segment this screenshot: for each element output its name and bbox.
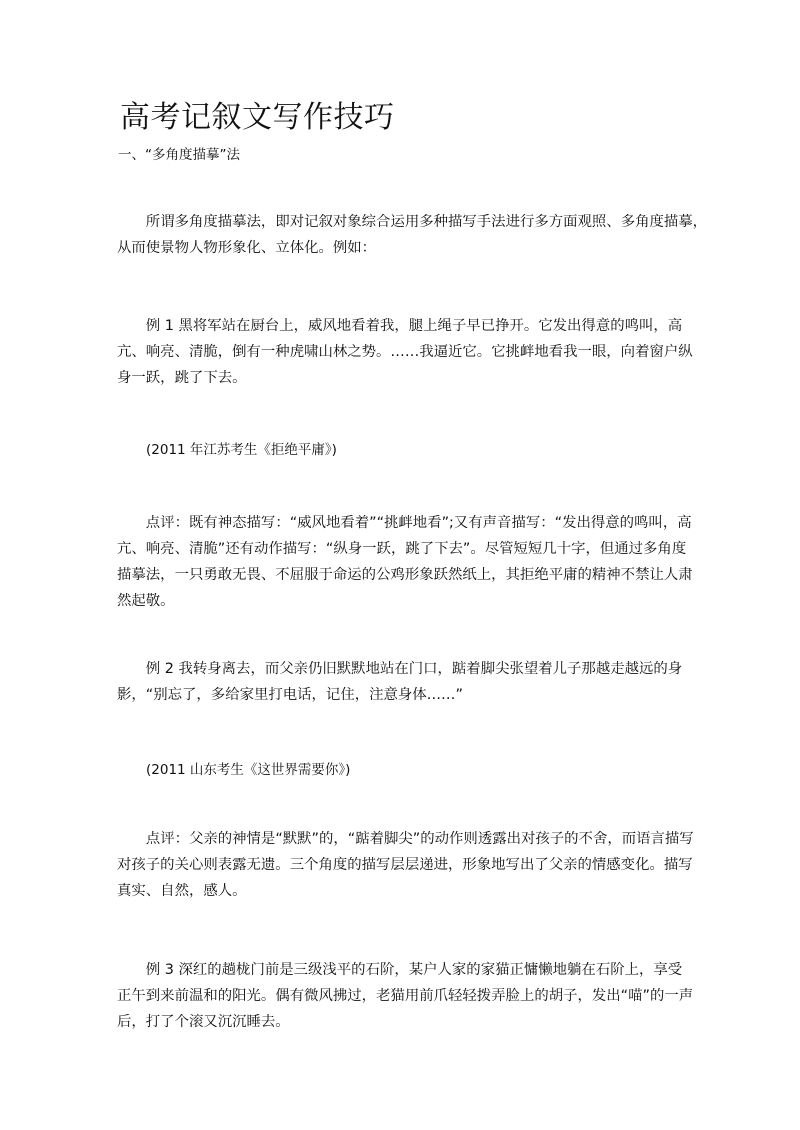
example-3-paragraph <box>117 957 694 1035</box>
section-heading: 一、“多角度描摹”法 <box>118 147 240 163</box>
comment-2-line-1: 点评：父亲的神情是“默默”的，“踮着脚尖”的动作则透露出对孩子的不舍，而语言描写 <box>145 831 694 847</box>
example-1-line-3: 身一跃，跳了下去。 <box>117 370 247 386</box>
comment-1-line-2: 亢、响亮、清脆”还有动作描写：“纵身一跃，跳了下去”。尽管短短几十字，但通过多角度 <box>117 541 687 557</box>
intro-paragraph <box>117 209 708 261</box>
example-1-line-1: 例 1 黑将军站在厨台上，威风地看着我，腿上绳子早已挣开。它发出得意的鸣叫，高 <box>145 318 683 334</box>
example-2-line-1: 例 2 我转身离去，而父亲仍旧默默地站在门口，踮着脚尖张望着儿子那越走越远的身 <box>145 661 683 677</box>
example-1-paragraph <box>117 313 693 391</box>
example-2-paragraph <box>117 656 685 708</box>
example-2-line-2: 影，“别忘了，多给家里打电话，记住，注意身体……” <box>117 687 463 703</box>
example-1-line-2: 亢、响亮、清脆，倒有一种虎啸山林之势。……我逼近它。它挑衅地看我一眼，向着窗户纵 <box>117 344 693 360</box>
comment-1-line-1: 点评：既有神态描写：“威风地看着”“挑衅地看”;又有声音描写：“发出得意的鸣叫，高 <box>145 515 692 531</box>
comment-2-paragraph <box>117 826 694 904</box>
example-2-source: (2011 山东考生《这世界需要你》) <box>146 762 351 778</box>
document-title: 高考记叙文写作技巧 <box>120 100 395 135</box>
example-3-line-3: 后，打了个滚又沉沉睡去。 <box>117 1014 290 1030</box>
comment-2-line-3: 真实、自然，感人。 <box>117 883 247 899</box>
comment-2-line-2: 对孩子的关心则表露无遗。三个角度的描写层层递进，形象地写出了父亲的情感变化。描写 <box>117 857 693 873</box>
comment-1-line-4: 然起敬。 <box>117 593 175 609</box>
comment-1-line-3: 描摹法，一只勇敢无畏、不屈服于命运的公鸡形象跃然纸上，其拒绝平庸的精神不禁让人肃 <box>117 567 693 583</box>
intro-line-2: 从而使景物人物形象化、立体化。例如： <box>117 240 377 256</box>
example-1-source: (2011 年江苏考生《拒绝平庸》) <box>146 442 337 458</box>
comment-1-paragraph <box>117 510 693 614</box>
intro-line-1: 所谓多角度描摹法，即对记叙对象综合运用多种描写手法进行多方面观照、多角度描摹， <box>145 214 708 230</box>
example-3-line-2: 正午到来前温和的阳光。偶有微风拂过，老猫用前爪轻轻拨弄脸上的胡子，发出“喵”的一声 <box>117 988 694 1004</box>
example-3-line-1: 例 3 深红的趟栊门前是三级浅平的石阶，某户人家的家猫正慵懒地躺在石阶上，享受 <box>145 962 683 978</box>
